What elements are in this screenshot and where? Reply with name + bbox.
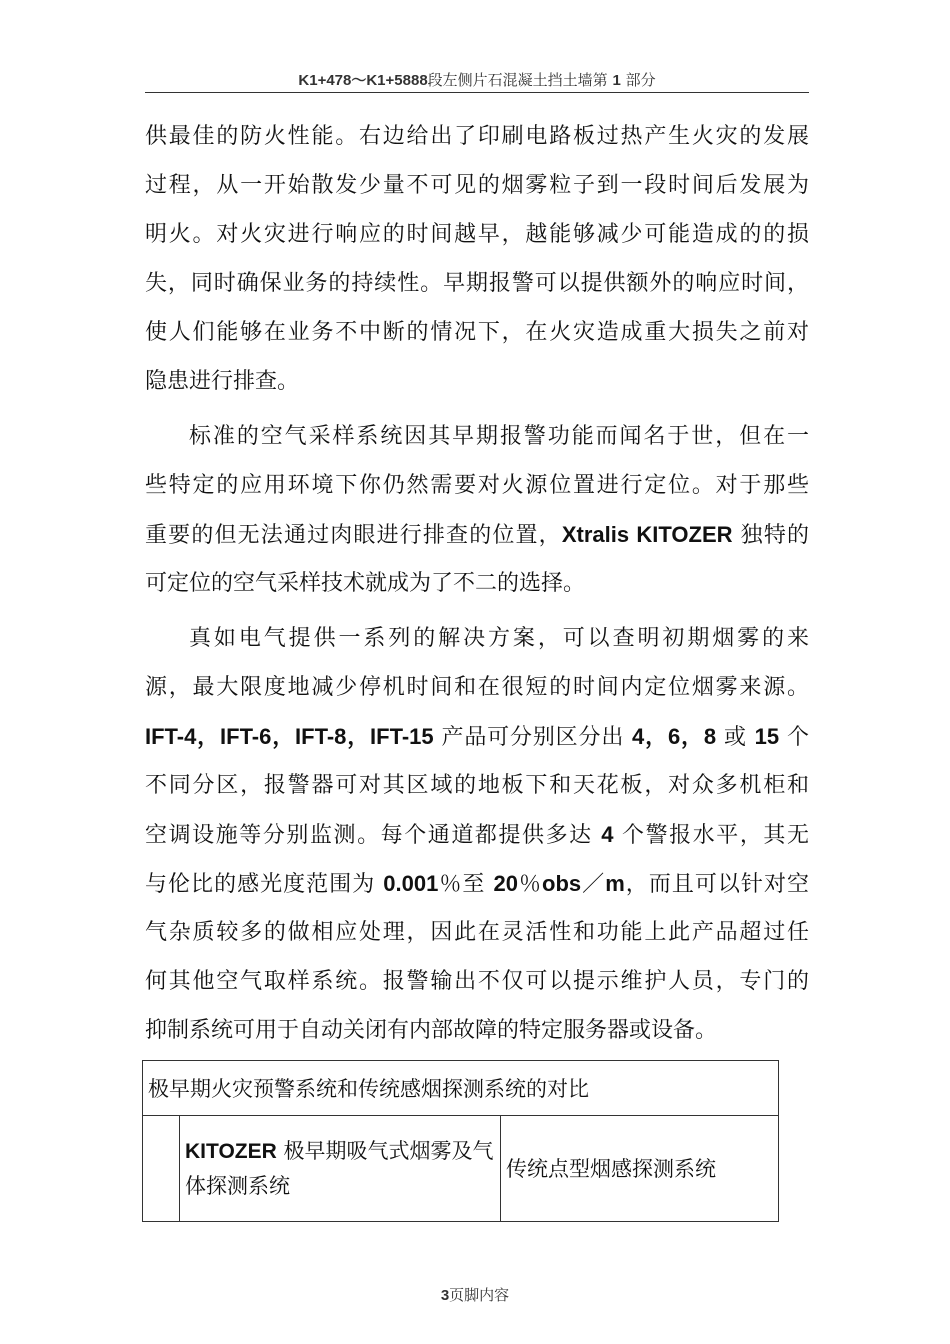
text-span: 个 [779,725,809,750]
text-line: 些特定的应用环境下你仍然需要对火源位置进行定位。对于那些 [145,473,809,498]
text-line: 抑制系统可用于自动关闭有内部故障的特定服务器或设备。 [145,1018,718,1043]
table-header-traditional: 传统点型烟感探测系统 [501,1116,779,1222]
table-header-kitozer [180,1116,501,1222]
text-line [145,810,809,859]
comparison-table [142,1060,779,1222]
header-range: K1+478～K1+5888 [298,72,428,89]
text-span: ／ [581,872,606,897]
text-span: 独特的 [732,523,809,548]
model-list: IFT-4，IFT-6，IFT-8，IFT-15 [145,724,434,749]
text-line: 源，最大限度地减少停机时间和在很短的时间内定位烟雾来源。 [145,675,809,700]
text-line [145,859,809,908]
unit-m: m [605,871,625,896]
alarm-level-count: 4 [601,822,614,847]
brand-name: KITOZER [185,1140,277,1163]
sensitivity-min: 0.001 [383,871,439,896]
text-line: 失，同时确保业务的持续性。早期报警可以提供额外的响应时间， [145,271,809,296]
text-line [145,510,809,559]
text-span: ％ [517,872,543,897]
paragraph-2 [145,412,809,608]
text-line: 不同分区，报警器可对其区域的地板下和天花板，对众多机柜和 [145,773,809,798]
text-span: ，而且可以针对空 [624,872,809,897]
footer-text: 页脚内容 [449,1286,510,1304]
text-line: 明火。对火灾进行响应的时间越早，越能够减少可能造成的的损 [145,222,809,247]
page-header [145,68,809,93]
text-line: 可定位的空气采样技术就成为了不二的选择。 [145,571,586,596]
text-span: 或 [716,725,755,750]
text-line: 标准的空气采样系统因其早期报警功能而闻名于世，但在一 [189,424,809,449]
table-caption: 极早期火灾预警系统和传统感烟探测系统的对比 [143,1061,779,1116]
text-line: 供最佳的防火性能。右边给出了印刷电路板过热产生火灾的发展 [145,124,809,149]
sensitivity-max: 20 [493,871,518,896]
document-body [145,112,809,1055]
zone-count-15: 15 [754,724,780,749]
page-number: 3 [440,1287,450,1304]
unit-obs: obs [542,871,582,896]
text-span: 重要的但无法通过肉眼进行排查的位置， [145,523,562,548]
header-text: 段左侧片石混凝土挡土墙第 [427,71,608,89]
table-header-row [143,1116,779,1222]
text-line: 过程，从一开始散发少量不可见的烟雾粒子到一段时间后发展为 [145,173,809,198]
text-span: 极早期吸气式烟雾及气体探测系统 [185,1139,494,1198]
table-cell-empty [143,1116,180,1222]
table-caption-row [143,1061,779,1116]
page-footer [0,1284,950,1305]
text-line: 使人们能够在业务不中断的情况下，在火灾造成重大损失之前对 [145,320,809,345]
text-line: 气杂质较多的做相应处理，因此在灵活性和功能上此产品超过任 [145,920,809,945]
text-span: 与伦比的感光度范围为 [145,872,384,897]
brand-name: Xtralis KITOZER [561,522,733,547]
text-span: ％至 [438,872,494,897]
header-part-number: 1 [612,72,621,89]
text-line: 真如电气提供一系列的解决方案，可以查明初期烟雾的来 [189,626,809,651]
text-span: 空调设施等分别监测。每个通道都提供多达 [145,823,602,848]
text-line [145,712,809,761]
text-span: 个警报水平，其无 [613,823,809,848]
text-line: 何其他空气取样系统。报警输出不仅可以提示维护人员，专门的 [145,969,809,994]
header-tail: 部分 [625,71,656,89]
paragraph-3 [145,614,809,1055]
zone-counts: 4，6，8 [632,724,717,749]
text-span: 产品可分别区分出 [433,725,633,750]
text-line: 隐患进行排查。 [145,369,300,394]
paragraph-1 [145,112,809,406]
